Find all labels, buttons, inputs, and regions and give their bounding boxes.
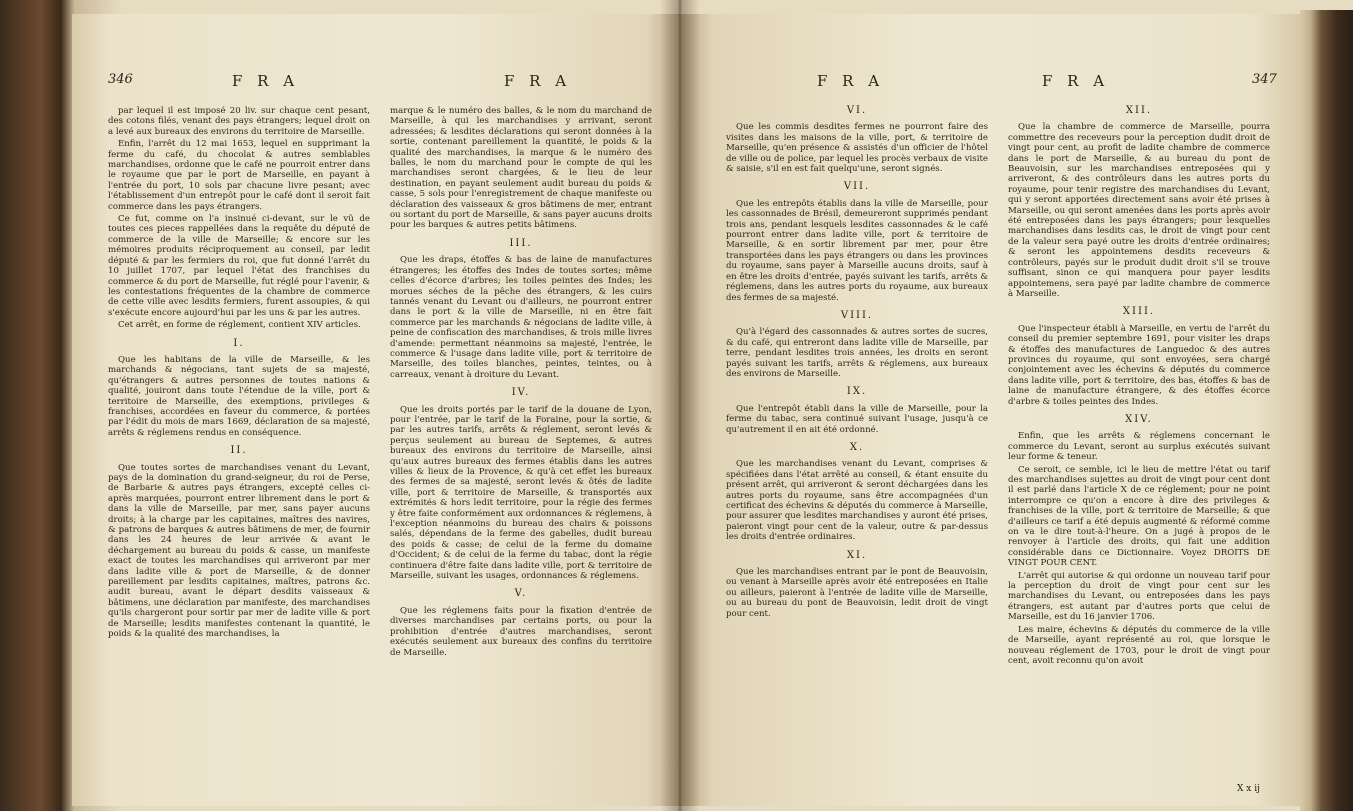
article-heading-XI: XI. bbox=[846, 549, 868, 561]
paragraph: Que les commis desdites fermes ne pourront faire des visites dans les maisons de la ville, port, & territoire de Marseille, qu'en présence & assistés d'un officier de l'hôtel de ville ou de police, par lequel les procès verbaux de visite & saisie, s'il en est fait quelqu'une, seront signés. bbox=[726, 122, 988, 175]
left-page bbox=[72, 14, 682, 806]
catchword-signature: X x ij bbox=[1237, 784, 1260, 794]
article-heading-XIII: XIII. bbox=[1122, 306, 1156, 318]
left-page-column-1 bbox=[108, 106, 370, 642]
article-heading-XII: XII. bbox=[1125, 105, 1153, 116]
article-heading-II: II. bbox=[230, 445, 248, 457]
paragraph: Que les draps, étoffes & bas de laine de manufactures étrangeres; les étoffes des Indes de toutes sortes; même celles d'écorce d'arbres; les toiles peintes des Indes; les morues séches de la pêche des étrangers, & les cuirs tannés venant du Levant ou d'ailleurs, ne pourront entrer dans le port & la ville de Marseille, ni en être fait commerce par les marchands & négocians de ladite ville, à peine de confiscation des marchandises, & trois mille livres d'amende: permettant néanmoins sa majesté, l'entrée, le commerce & l'usage dans ladite ville, port & territoire de Marseille, des toiles blanches, peintes, teintes, ou à carreaux, venant à droiture du Levant. bbox=[390, 255, 652, 380]
paragraph: Que les entrepôts établis dans la ville de Marseille, pour les cassonnades de Brésil, demeureront supprimés pendant trois ans, pendant lesquels lesdites cassonnades & le café pourront entrer dans ladite ville, port & territoire de Marseille, & en sortir librement par mer, pour être transportées dans les pays étrangers ou dans les provinces du royaume, sans payer à Marseille aucuns droits, sauf à en être les droits d'entrée, payés suivant les tarifs, arrêts & réglemens, dans les autres ports du royaume, aux bureaux des fermes de sa majesté. bbox=[726, 198, 988, 303]
article-heading-V: V. bbox=[514, 588, 528, 600]
right-page bbox=[682, 14, 1302, 806]
article-heading-VI: VI. bbox=[846, 105, 868, 116]
paragraph: Cet arrêt, en forme de réglement, contient XIV articles. bbox=[118, 320, 361, 331]
article-heading-VII: VII. bbox=[843, 181, 871, 193]
paragraph: Ce seroit, ce semble, ici le lieu de mettre l'état ou tarif des marchandises sujettes au droit de vingt pour cent dont il est parlé dans l'article X de ce réglement; pour ne point interrompre ce qu'on a encore à dire des privileges & franchises de la ville, port & territoire de Marseille; & que d'ailleurs ce tarif a été depuis augmenté & réformé comme on va le dire tout-à-l'heure. On a jugé à propos de le renvoyer à l'article des droits, qui fait une addition considérable dans ce Dictionnaire. Voyez DROITS DE VINGT POUR CENT. bbox=[1008, 464, 1270, 569]
paragraph: marque & le numéro des balles, & le nom du marchand de Marseille, à qui les marchandises y arrivant, seront adressées; & lesdites déclarations qui seront données à la sortie, contenant pareillement la quantité, le poids & la qualité des marchandises, la marque & le numéro des balles, le nom du marchand pour le compte de qui les marchandises seront chargées, & le lieu de leur destination, en payant seulement audit bureau du poids & casse, 5 sols pour l'enregistrement de chaque manifeste ou déclaration des vaisseaux & gros bâtimens de mer, entrant ou sortant du port de Marseille, & sans payer aucuns droits pour les barques & autres petits bâtimens. bbox=[390, 106, 652, 231]
running-header-left-col2: F R A bbox=[504, 72, 572, 90]
paragraph: Qu'à l'égard des cassonnades & autres sortes de sucres, & du café, qui entreront dans ladite ville de Marseille, par terre, pendant lesdites trois années, les droits en seront payés suivant les tarifs, arrêts & réglemens, aux bureaux des environs de Marseille. bbox=[726, 327, 988, 379]
page-number-left: 346 bbox=[108, 72, 133, 87]
paragraph: L'arrêt qui autorise & qui ordonne un nouveau tarif pour la perception du droit de vingt pour cent sur les marchandises du Levant, ou entreposées dans les pays étrangers, est autant par d'autres ports que celui de Marseille, est du 16 janvier 1706. bbox=[1008, 570, 1270, 623]
running-header-left-col1: F R A bbox=[232, 72, 300, 90]
paragraph: Que l'entrepôt établi dans la ville de Marseille, pour la ferme du tabac, sera continué suivant l'usage, jusqu'à ce qu'autrement il en ait été ordonné. bbox=[726, 403, 988, 435]
right-page-column-2 bbox=[1008, 106, 1270, 668]
paragraph: Que les marchandises venant du Levant, comprises & spécifiées dans l'état arrêté au conseil, & étant ensuite du présent arrêt, qui arriveront & seront déchargées dans les autres ports du royaume, sans être accompagnées d'un certificat des échevins & députés du commerce à Marseille, pour assurer que lesdites marchandises y auront été prises, paieront vingt pour cent de la valeur, outre & par-dessus les droits d'entrée ordinaires. bbox=[726, 459, 988, 543]
article-heading-X: X. bbox=[849, 441, 865, 453]
page-number-right: 347 bbox=[1252, 72, 1277, 87]
paragraph: Que toutes sortes de marchandises venant du Levant, pays de la domination du grand-seigneur, du roi de Perse, de Barbarie & autres pays étrangers, excepté celles ci-après marquées, pourront entrer librement dans le port & dans la ville de Marseille, par mer, sans payer aucuns droits; à la charge par les capitaines, maîtres des navires, & patrons de barques & autres bâtimens de mer, de fournir dans les 24 heures de leur arrivée & avant le déchargement au bureau du poids & casse, un manifeste exact de toutes les marchandises qui arriveront par mer dans ladite ville & port de Marseille, & de donner pareillement par lesdits capitaines, maîtres, patrons &c. audit bureau, avant le départ desdits vaisseaux & bâtimens, une déclaration par manifeste, des marchandises qu'ils chargeront pour sortir par mer de ladite ville & port de Marseille; lesdits manifestes contenant la quantité, le poids & la qualité des marchandises, la bbox=[108, 462, 370, 640]
book-right-edge bbox=[1300, 10, 1353, 811]
paragraph: Que l'inspecteur établi à Marseille, en vertu de l'arrêt du conseil du premier septembre 1691, pour visiter les draps & étoffes des manufactures de Languedoc & des autres provinces du royaume, qui sont envoyées, sera chargé conjointement avec les échevins & députés du commerce dans ladite ville, port & territoire, des bas, étoffes & bas de laine de manufacture étrangere, & des étoffes écorce d'arbre & toiles peintes des Indes. bbox=[1008, 323, 1270, 407]
article-heading-VIII: VIII. bbox=[840, 309, 874, 321]
running-header-right-col1: F R A bbox=[817, 72, 885, 90]
paragraph: Que les droits portés par le tarif de la douane de Lyon, pour l'entrée, par le tarif de la Foraine, pour la sortie, & par les autres tarifs, arrêts & réglement, seront levés & perçus seulement au bureau de Septemes, & autres bureaux des environs du territoire de Marseille, ainsi qu'aux autres bureaux des fermes établis dans les autres villes & lieux de la Provence, & qu'à cet effet les bureaux des fermes de sa majesté, seront levés & ôtés de ladite ville, port & territoire de Marseille, & transportés aux extrémités & hors ledit territoire, pour la régie des fermes y être faite conformément aux ordonnances & réglemens, à l'exception néanmoins du bureau des chairs & poissons salés, dépendans de la ferme des gabelles, dudit bureau des poids & casse; de celui de la ferme du domaine d'Occident; & de celui de la ferme du tabac, dont la régie continuera d'être faite dans ladite ville, port & territoire de Marseille, suivant les usages, ordonnances & réglemens. bbox=[390, 404, 652, 582]
article-heading-XIV: XIV. bbox=[1125, 413, 1153, 425]
paragraph: Que les réglemens faits pour la fixation d'entrée de diverses marchandises par certains ports, ou pour la prohibition d'entrée d'autres marchandises, seront exécutés seulement aux bureaux des confins du territoire de Marseille. bbox=[390, 605, 652, 658]
paragraph: Enfin, que les arrêts & réglemens concernant le commerce du Levant, seront au surplus exécutés suivant leur forme & teneur. bbox=[1008, 431, 1270, 463]
paragraph: Que les marchandises entrant par le pont de Beauvoisin, ou venant à Marseille après avoir été entreposées en Italie ou ailleurs, paieront à l'entrée de ladite ville de Marseille, ou au bureau du pont de Beauvoisin, ledit droit de vingt pour cent. bbox=[726, 567, 988, 619]
paragraph: Ce fut, comme on l'a insinué ci-devant, sur le vû de toutes ces pieces rappellées dans la requête du député de commerce de la ville de Marseille; & encore sur les mémoires produits réciproquement au conseil, par ledit député & par les fermiers du roi, que fut donné l'arrêt du 10 juillet 1707, par lequel l'état des franchises du commerce & du port de Marseille, fut réglé pour l'avenir, & les contestations fréquentes de la chambre de commerce de cette ville avec lesdits fermiers, furent assoupies, & qui s'exécute encore aujourd'hui par les uns & par les autres. bbox=[108, 214, 370, 318]
paragraph: Que les habitans de la ville de Marseille, & les marchands & négocians, tant sujets de sa majesté, qu'étrangers & autres personnes de toutes nations & qualité, jouiront dans toute l'étendue de la ville, port & territoire de Marseille, des exemptions, privileges & franchises, accordées en faveur du commerce, & portées par l'édit du mois de mars 1669, déclaration de sa majesté, arrêts & réglemens rendus en conséquence. bbox=[108, 354, 370, 438]
running-header-right-col2: F R A bbox=[1042, 72, 1110, 90]
article-heading-III: III. bbox=[509, 237, 533, 249]
paragraph: par lequel il est imposé 20 liv. sur chaque cent pesant, des cotons filés, venant des pays étrangers; lequel droit on a levé aux bureaux des environs du territoire de Marseille. bbox=[108, 106, 370, 137]
article-heading-IX: IX. bbox=[846, 386, 868, 398]
right-page-column-1 bbox=[726, 106, 988, 621]
paragraph: Que la chambre de commerce de Marseille, pourra commettre des receveurs pour la perception dudit droit de vingt pour cent, au profit de ladite chambre de commerce dans le port de Marseille, & au bureau du pont de Beauvoisin, sur les marchandises entreposées qui y arriveront, & des contrôleurs dans les autres ports du royaume, pour tenir registre des marchandises du Levant, qui y seront apportées directement sans avoir été prises à Marseille, ou qui seront amenées dans les ports après avoir été entreposées dans les pays étrangers; pour lesquelles marchandises dans lesdits cas, le droit de vingt pour cent de la valeur sera payé outre les droits d'entrée ordinaires; & seront les appointemens desdits receveurs & contrôleurs, payés sur le produit dudit droit s'il se trouve suffisant, sinon ce qui manquera pour payer lesdits appointemens, sera payé par ladite chambre de commerce à Marseille. bbox=[1008, 122, 1270, 299]
paragraph: Les maire, échevins & députés du commerce de la ville de Marseille, ayant représenté au roi, que lorsque le nouveau réglement de 1703, pour le droit de vingt pour cent, avoit reconnu qu'on avoit bbox=[1008, 624, 1270, 666]
article-heading-IV: IV. bbox=[511, 387, 531, 399]
paragraph: Enfin, l'arrêt du 12 mai 1653, lequel en supprimant la ferme du café, du chocolat & autres semblables marchandises, ordonne que le café ne pourroit entrer dans le royaume que par le port de Marseille, en payant à l'entrée du port, 10 sols par chacune livre pesant; avec l'établissement d'un entrepôt pour le café dont il seroit fait commerce dans les pays étrangers. bbox=[108, 139, 370, 212]
left-page-column-2 bbox=[390, 106, 652, 660]
article-heading-I: I. bbox=[233, 337, 245, 349]
